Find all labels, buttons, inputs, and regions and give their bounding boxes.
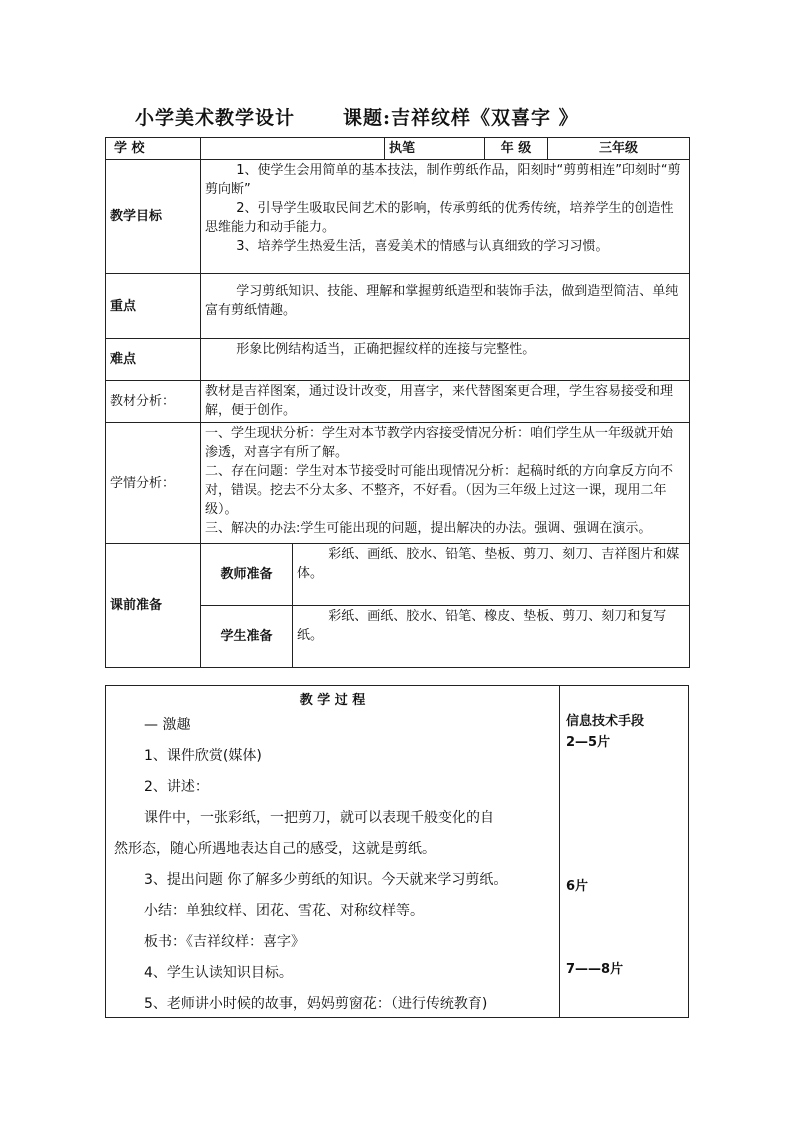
school-value — [201, 138, 385, 160]
process-line: 1、课件欣赏(媒体) — [144, 748, 262, 764]
student-prep-label: 学生准备 — [201, 606, 293, 668]
difficulty-label: 难点 — [106, 339, 201, 381]
difficulty-row — [106, 339, 690, 381]
prep-label: 课前准备 — [106, 544, 201, 668]
prep-teacher-row — [106, 544, 690, 606]
material-row — [106, 381, 690, 423]
it-means-heading: 信息技术手段 — [566, 714, 645, 729]
students-content — [201, 423, 690, 544]
grade-label: 年 级 — [485, 138, 548, 160]
goals-label: 教学目标 — [106, 160, 201, 274]
process-divider — [559, 686, 560, 1017]
students-item: 二、存在问题：学生对本节接受时可能出现情况分析：起稿时纸的方向拿反方向不对，错误。挖去不分太多、不整齐，不好看。（因为三年级上过这一课，现用二年级）。 — [205, 464, 674, 517]
material-text: 教材是吉祥图案，通过设计改变，用喜字，来代替图案更合理，学生容易接受和理解，便于创作。 — [201, 381, 690, 423]
teaching-process — [105, 685, 689, 1018]
process-line: 板书：《吉祥纹样：喜字》 — [144, 934, 305, 950]
info-row — [106, 138, 690, 160]
goal-item: 2、引导学生吸取民间艺术的影响，传承剪纸的优秀传统，培养学生的创造性思维能力和动手能力。 — [205, 201, 674, 235]
page-title — [135, 103, 579, 130]
difficulty-text: 形象比例结构适当，正确把握纹样的连接与完整性。 — [201, 339, 690, 381]
goals-content — [201, 160, 690, 274]
goal-item: 1、使学生会用简单的基本技法，制作剪纸作品，阳刻时“剪剪相连”印刻时“剪剪向断” — [205, 163, 681, 197]
process-line: — 激趣 — [144, 717, 191, 733]
goals-row — [106, 160, 690, 274]
process-line: 2、讲述： — [144, 779, 209, 795]
process-line: 4、学生认读知识目标。 — [144, 965, 293, 981]
doc-title: 小学美术教学设计 — [135, 107, 296, 129]
it-note: 7——8片 — [566, 962, 624, 977]
material-label: 教材分析： — [106, 381, 201, 423]
students-row — [106, 423, 690, 544]
process-line: 课件中，一张彩纸，一把剪刀，就可以表现千般变化的自 — [144, 810, 494, 826]
student-prep-text: 彩纸、画纸、胶水、铅笔、橡皮、垫板、剪刀、刻刀和复写纸。 — [293, 606, 690, 668]
process-heading: 教 学 过 程 — [299, 693, 366, 708]
school-label: 学 校 — [106, 138, 201, 160]
key-point-row — [106, 274, 690, 339]
author-label: 执笔 — [385, 138, 485, 160]
lesson-plan-table — [105, 137, 690, 668]
goal-item: 3、培养学生热爱生活，喜爱美术的情感与认真细致的学习习惯。 — [236, 239, 609, 254]
process-line: 3、提出问题 你了解多少剪纸的知识。今天就来学习剪纸。 — [144, 872, 508, 888]
lesson-topic: 课题:吉祥纹样《双喜字 》 — [343, 107, 579, 129]
key-point-text: 学习剪纸知识、技能、理解和掌握剪纸造型和装饰手法，做到造型简洁、单纯富有剪纸情趣。 — [201, 274, 690, 339]
it-note: 6片 — [566, 879, 589, 894]
students-label: 学情分析： — [106, 423, 201, 544]
process-line: 5、老师讲小时候的故事，妈妈剪窗花：（进行传统教育) — [144, 996, 488, 1012]
it-note: 2—5片 — [566, 735, 611, 750]
teacher-prep-label: 教师准备 — [201, 544, 293, 606]
grade-value: 三年级 — [548, 138, 690, 160]
process-line: 小结：单独纹样、团花、雪花、对称纹样等。 — [144, 903, 424, 919]
students-item: 一、学生现状分析：学生对本节教学内容接受情况分析：咱们学生从一年级就开始渗透，对喜字有所了解。 — [205, 426, 674, 460]
teacher-prep-text: 彩纸、画纸、胶水、铅笔、垫板、剪刀、刻刀、吉祥图片和媒体。 — [293, 544, 690, 606]
process-line: 然形态，随心所遇地表达自己的感受，这就是剪纸。 — [114, 841, 436, 857]
students-item: 三、解决的办法:学生可能出现的问题，提出解决的办法。强调、强调在演示。 — [205, 521, 652, 536]
key-point-label: 重点 — [106, 274, 201, 339]
